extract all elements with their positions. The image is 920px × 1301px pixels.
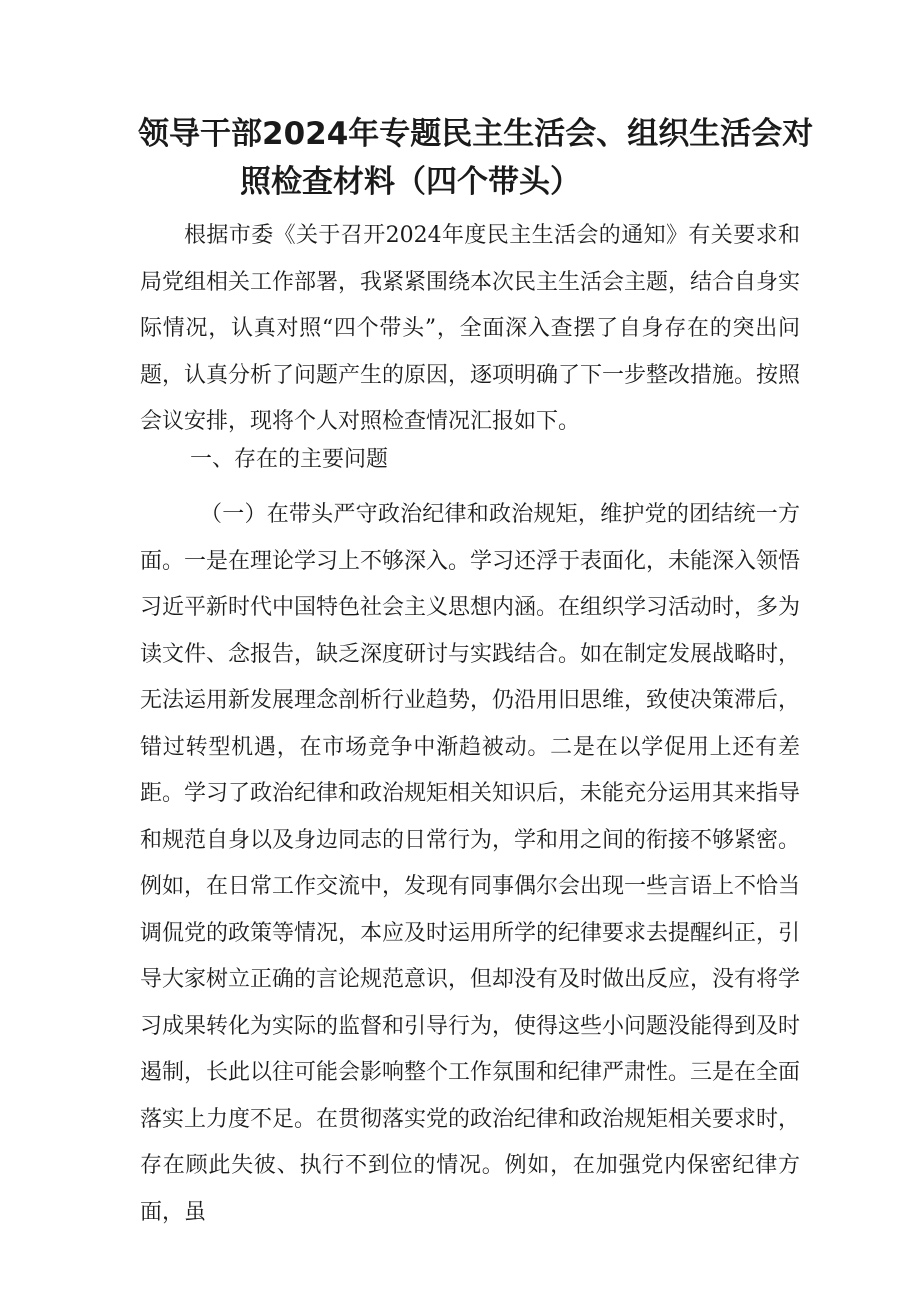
document-title-line-1: 领导干部2024年专题民主生活会、组织生活会对 — [138, 116, 814, 152]
document-title-line-2: 照检查材料（四个带头） — [240, 164, 581, 200]
section-heading: 一、存在的主要问题 — [190, 447, 389, 472]
section-1-paragraph: （一）在带头严守政治纪律和政治规矩，维护党的团结统一方面。一是在理论学习上不够深入。学习还浮于表面化，未能深入领悟习近平新时代中国特色社会主义思想内涵。在组织学习活动时，多为读文件、念报告，缺乏深度研讨与实践结合。如在制定发展战略时，无法运用新发展理念剖析行业趋势，仍沿用旧思维，致使决策滞后，错过转型机遇，在市场竞争中渐趋被动。二是在以学促用上还有差距。学习了政治纪律和政治规矩相关知识后，未能充分运用其来指导和规范自身以及身边同志的日常行为，学和用之间的衔接不够紧密。例如，在日常工作交流中，发现有同事偶尔会出现一些言语上不恰当调侃党的政策等情况，本应及时运用所学的纪律要求去提醒纠正，引导大家树立正确的言论规范意识，但却没有及时做出反应，没有将学习成果转化为实际的监督和引导行为，使得这些小问题没能得到及时遏制，长此以往可能会影响整个工作氛围和纪律严肃性。三是在全面落实上力度不足。在贯彻落实党的政治纪律和政治规矩相关要求时，存在顾此失彼、执行不到位的情况。例如，在加强党内保密纪律方面，虽 — [140, 502, 801, 1225]
intro-paragraph: 根据市委《关于召开2024年度民主生活会的通知》有关要求和局党组相关工作部署，我紧紧围绕本次民主生活会主题，结合自身实际情况，认真对照“四个带头”，全面深入查摆了自身存在的突出问题，认真分析了问题产生的原因，逐项明确了下一步整改措施。按照会议安排，现将个人对照检查情况汇报如下。 — [140, 223, 801, 434]
